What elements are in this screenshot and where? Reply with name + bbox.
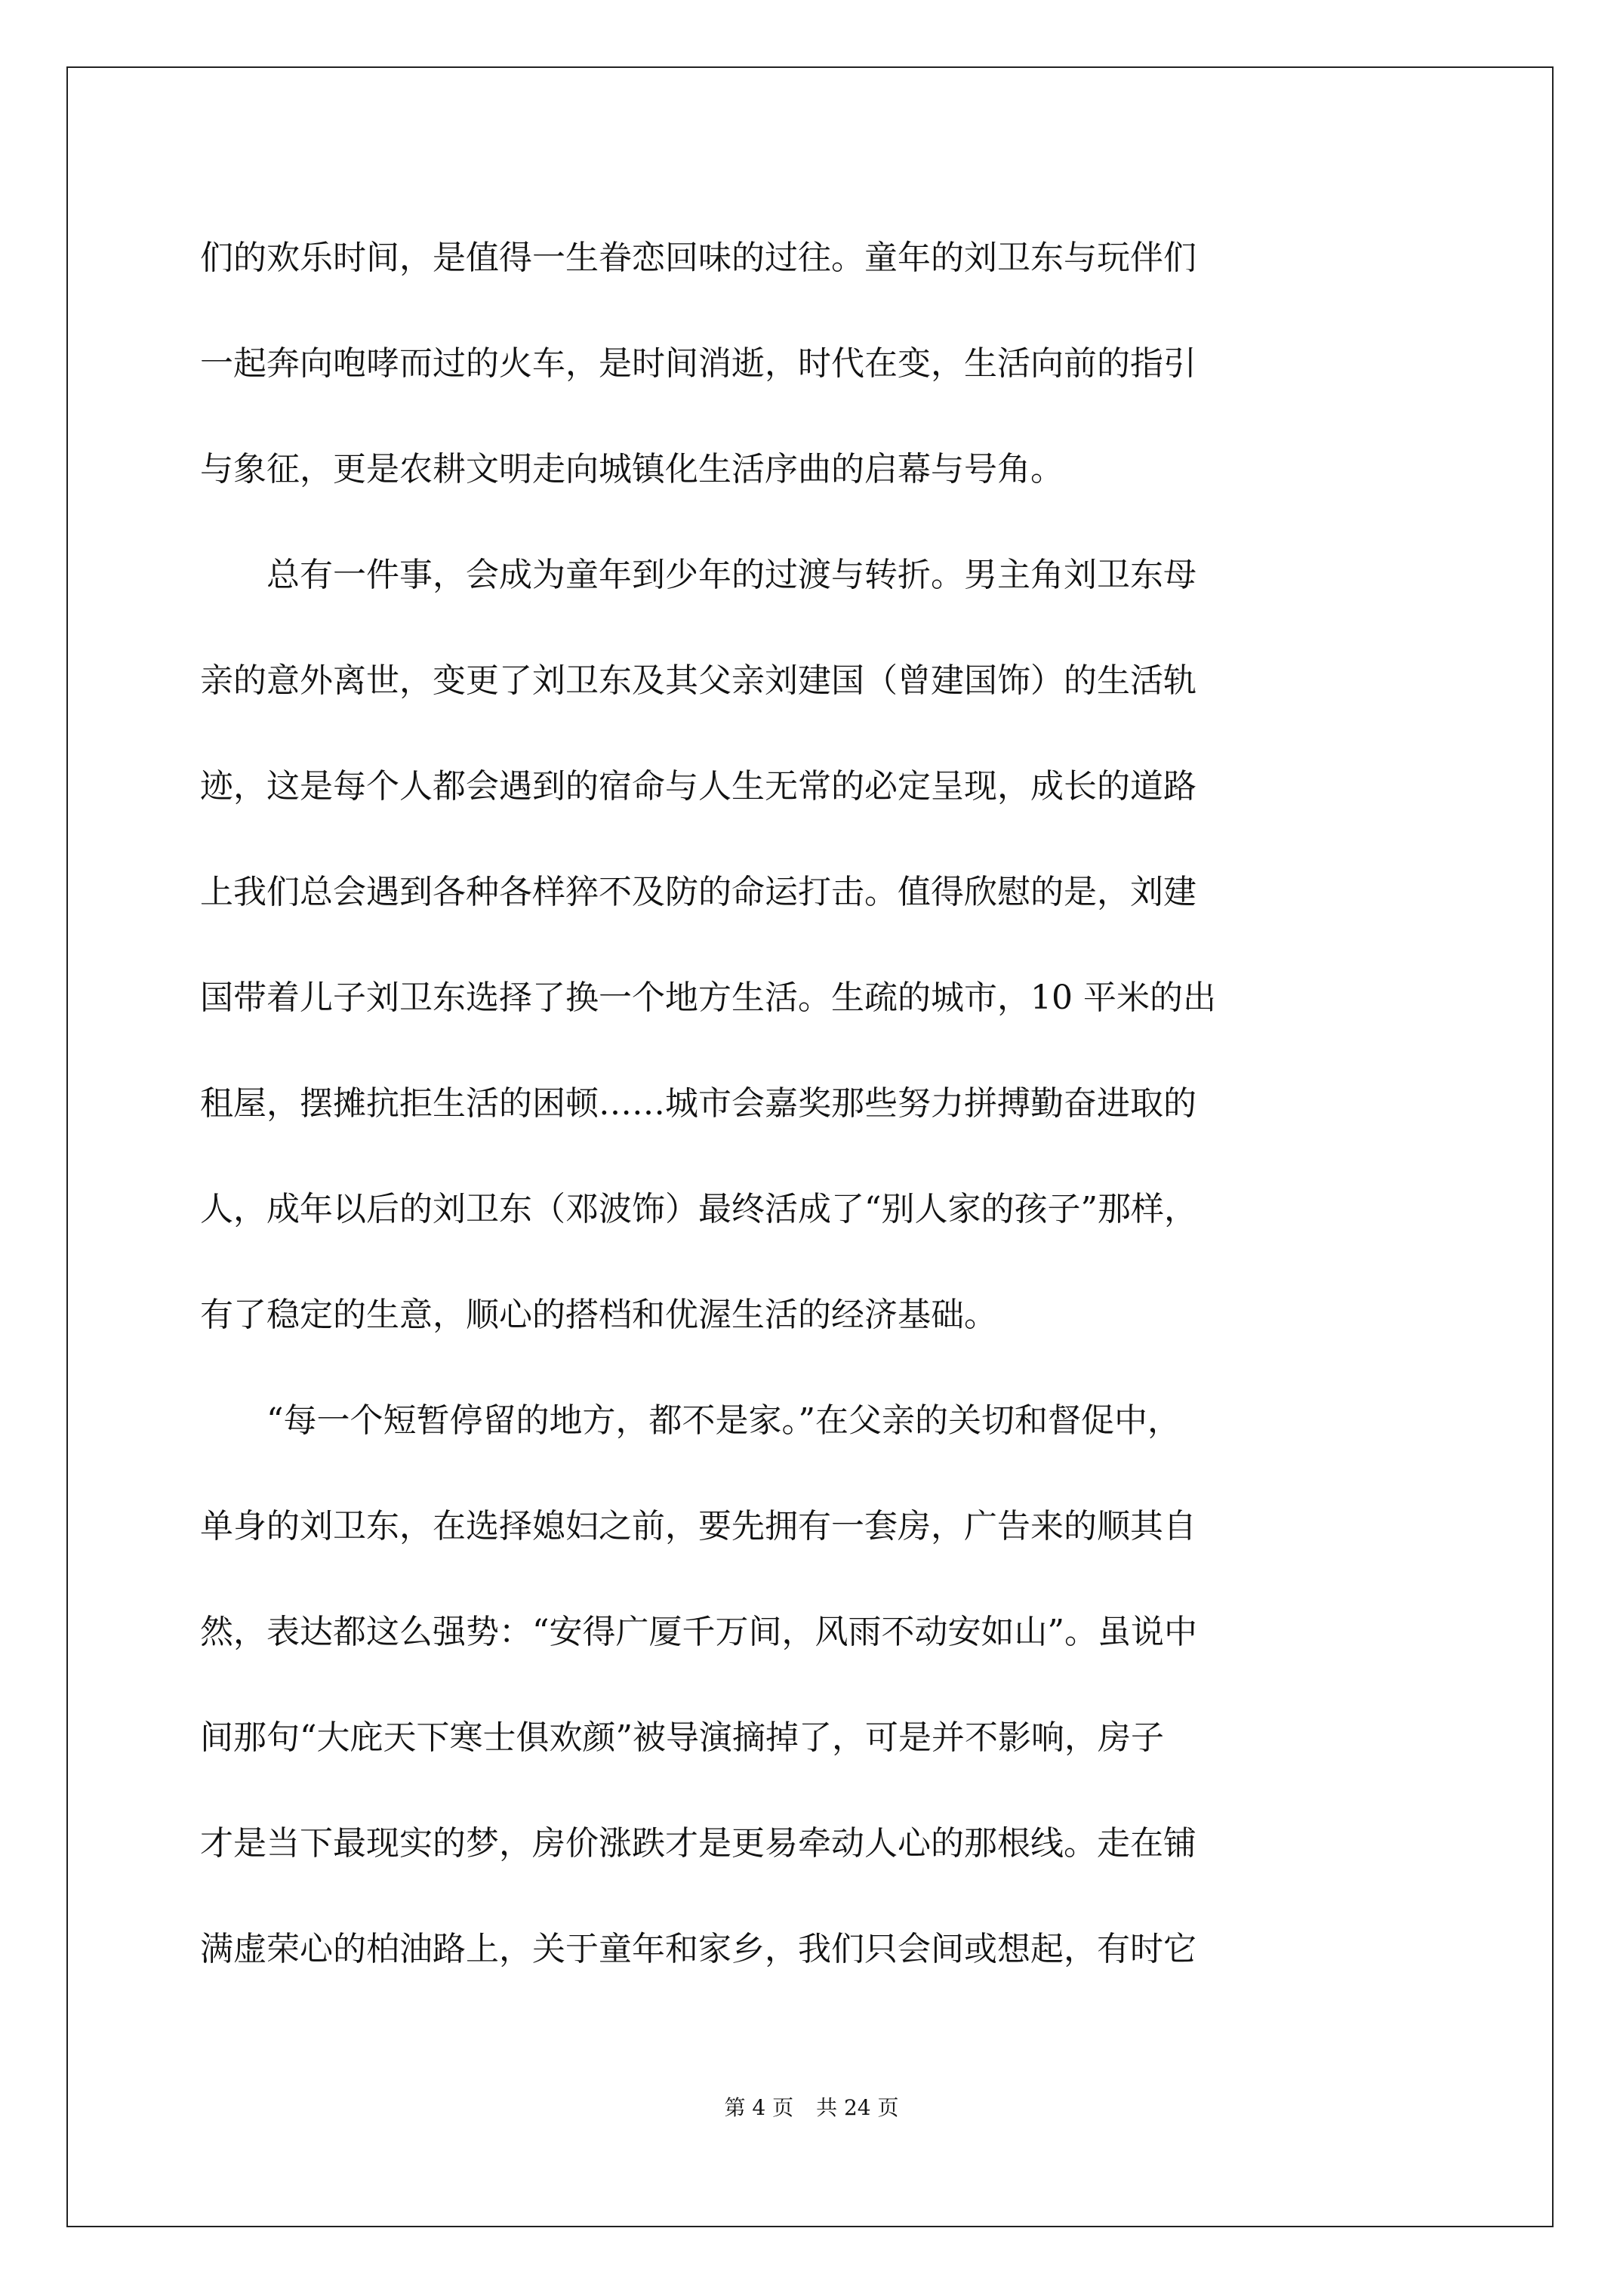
page-total: 共 24 页	[816, 2095, 899, 2120]
paragraph-first-line: “每一个短暂停留的地方，都不是家。”在父亲的关切和督促中，	[266, 1401, 1181, 1440]
text-line: 租屋，摆摊抗拒生活的困顿……城市会嘉奖那些努力拼搏勤奋进取的	[200, 1084, 1196, 1123]
text-line: 国带着儿子刘卫东选择了换一个地方生活。生疏的城市，10 平米的出	[200, 978, 1216, 1017]
text-line: 们的欢乐时间，是值得一生眷恋回味的过往。童年的刘卫东与玩伴们	[200, 239, 1196, 277]
text-line: 一起奔向咆哮而过的火车，是时间消逝，时代在变，生活向前的指引	[200, 344, 1196, 383]
page-footer	[0, 2094, 1623, 2122]
paragraph-first-line: 总有一件事，会成为童年到少年的过渡与转折。男主角刘卫东母	[266, 556, 1196, 594]
text-line: 有了稳定的生意，顺心的搭档和优渥生活的经济基础。	[200, 1296, 997, 1334]
text-line: 才是当下最现实的梦，房价涨跌才是更易牵动人心的那根线。走在铺	[200, 1824, 1196, 1863]
text-line: 亲的意外离世，变更了刘卫东及其父亲刘建国（曾建国饰）的生活轨	[200, 661, 1196, 700]
text-line: 迹，这是每个人都会遇到的宿命与人生无常的必定呈现，成长的道路	[200, 767, 1196, 806]
text-line: 满虚荣心的柏油路上，关于童年和家乡，我们只会间或想起，有时它	[200, 1930, 1196, 1968]
page-number: 第 4 页	[724, 2095, 794, 2120]
text-line: 人，成年以后的刘卫东（邓波饰）最终活成了“别人家的孩子”那样，	[200, 1190, 1197, 1228]
text-line: 单身的刘卫东，在选择媳妇之前，要先拥有一套房，广告来的顺其自	[200, 1507, 1196, 1546]
page-border	[66, 66, 1554, 2227]
text-line: 上我们总会遇到各种各样猝不及防的命运打击。值得欣慰的是，刘建	[200, 873, 1196, 911]
text-line: 然，表达都这么强势：“安得广厦千万间，风雨不动安如山”。虽说中	[200, 1613, 1197, 1651]
text-line: 与象征，更是农耕文明走向城镇化生活序曲的启幕与号角。	[200, 450, 1064, 488]
text-line: 间那句“大庇天下寒士俱欢颜”被导演摘掉了，可是并不影响，房子	[200, 1718, 1164, 1757]
